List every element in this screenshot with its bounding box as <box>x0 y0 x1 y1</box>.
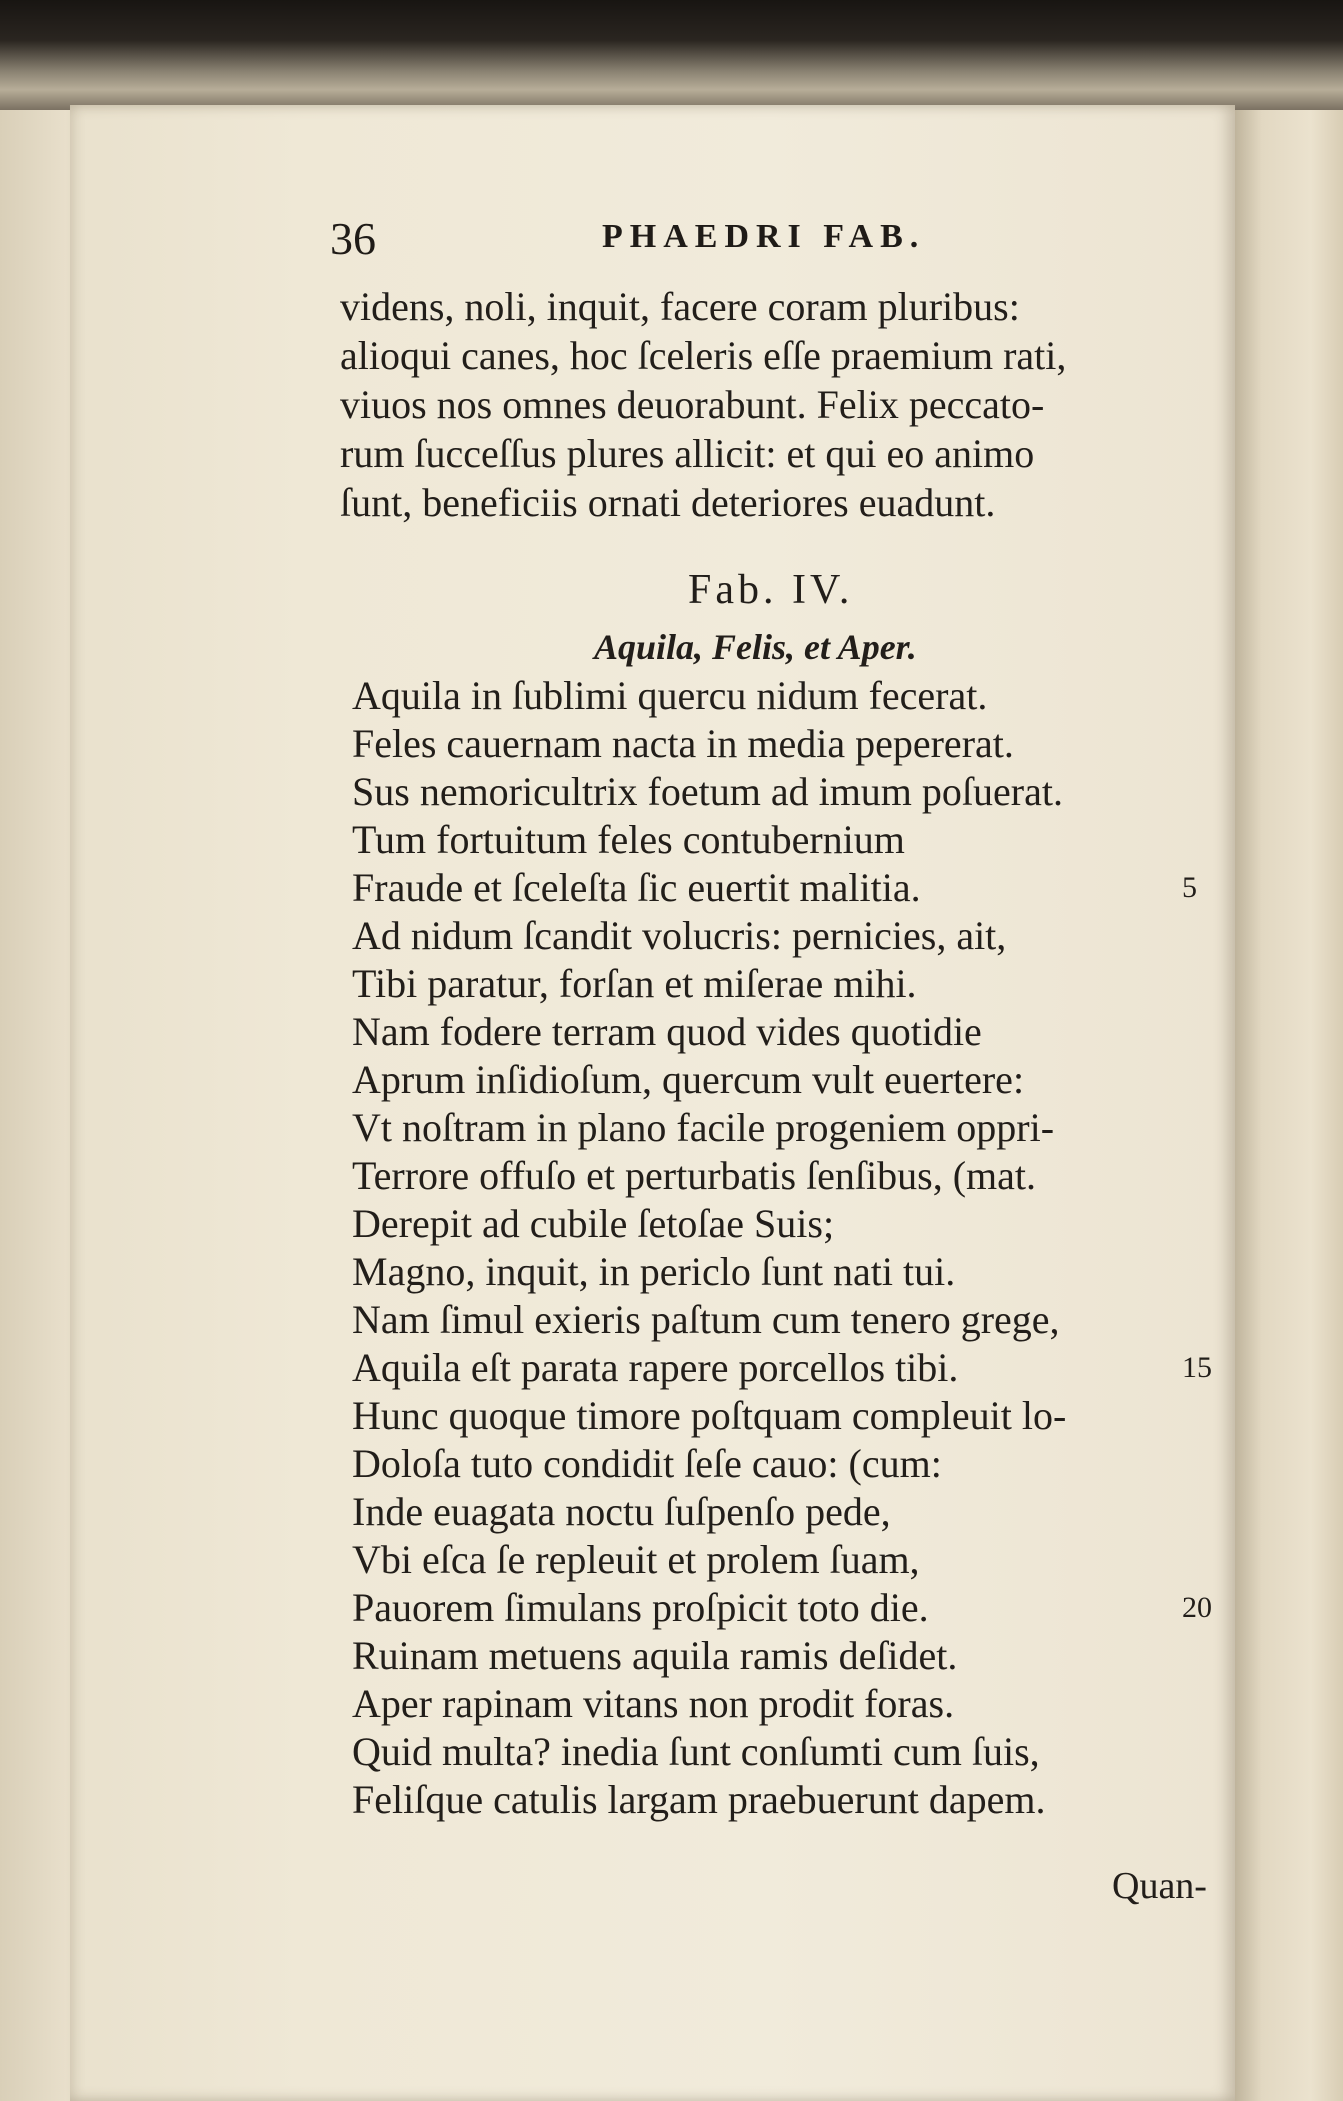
prose-line: alioqui canes, hoc ſceleris eſſe praemium rati, <box>340 333 1067 378</box>
book-binding-edge <box>0 0 1343 115</box>
verse-line <box>352 1344 1232 1392</box>
prose-line: viuos nos omnes deuorabunt. Felix peccato- <box>340 382 1045 427</box>
page-header <box>330 212 1230 272</box>
verse-text: Ad nidum ſcandit volucris: pernicies, ait, <box>352 913 1007 958</box>
verse-line <box>352 1152 1232 1200</box>
verse-line <box>352 960 1232 1008</box>
verse-text: Aquila in ſublimi quercu nidum fecerat. <box>352 673 988 718</box>
verse-line <box>352 1680 1232 1728</box>
verse-text: Sus nemoricultrix foetum ad imum poſuerat. <box>352 769 1063 814</box>
prose-line: rum ſucceſſus plures allicit: et qui eo animo <box>340 431 1035 476</box>
verse-block <box>352 672 1232 1824</box>
verse-line <box>352 1632 1232 1680</box>
verse-text: Vbi eſca ſe repleuit et prolem ſuam, <box>352 1537 920 1582</box>
line-number: 5 <box>1182 871 1197 904</box>
prose-line: videns, noli, inquit, facere coram pluribus: <box>340 284 1020 329</box>
fable-subtitle: Aquila, Felis, et Aper. <box>594 627 917 667</box>
verse-text: Quid multa? inedia ſunt conſumti cum ſuis, <box>352 1729 1040 1774</box>
verse-line <box>352 1056 1232 1104</box>
verse-text: Tum fortuitum feles contubernium <box>352 817 905 862</box>
verse-line <box>352 1392 1232 1440</box>
verse-line <box>352 1536 1232 1584</box>
verse-text: Fraude et ſceleſta ſic euertit malitia. <box>352 865 921 910</box>
verse-text: Aprum inſidioſum, quercum vult euertere: <box>352 1057 1025 1102</box>
verse-text: Tibi paratur, forſan et miſerae mihi. <box>352 961 917 1006</box>
line-number: 20 <box>1182 1591 1212 1624</box>
verse-line <box>352 1584 1232 1632</box>
verse-line <box>352 1248 1232 1296</box>
verse-text: Vt noſtram in plano facile progeniem oppri- <box>352 1105 1055 1150</box>
verse-text: Inde euagata noctu ſuſpenſo pede, <box>352 1489 891 1534</box>
verse-line <box>352 1008 1232 1056</box>
verse-line <box>352 768 1232 816</box>
page-number: 36 <box>330 213 376 264</box>
verse-text: Feliſque catulis largam praebuerunt dapem. <box>352 1777 1046 1822</box>
verse-text: Pauorem ſimulans proſpicit toto die. <box>352 1585 929 1630</box>
verse-text: Magno, inquit, in periclo ſunt nati tui. <box>352 1249 956 1294</box>
verse-line <box>352 720 1232 768</box>
verse-line <box>352 912 1232 960</box>
verse-line <box>352 1200 1232 1248</box>
verse-text: Terrore offuſo et perturbatis ſenſibus, (mat. <box>352 1153 1037 1198</box>
verse-line <box>352 1728 1232 1776</box>
verse-text: Derepit ad cubile ſetoſae Suis; <box>352 1201 835 1246</box>
verse-text: Doloſa tuto condidit ſeſe cauo: (cum: <box>352 1441 942 1486</box>
verse-text: Nam fodere terram quod vides quotidie <box>352 1009 982 1054</box>
verse-text: Aper rapinam vitans non prodit foras. <box>352 1681 955 1726</box>
running-head: PHAEDRI FAB. <box>602 218 926 255</box>
verse-text: Aquila eſt parata rapere porcellos tibi. <box>352 1345 959 1390</box>
verse-line <box>352 1440 1232 1488</box>
fable-title: Fab. IV. <box>688 567 854 613</box>
verse-text: Hunc quoque timore poſtquam compleuit lo- <box>352 1393 1067 1438</box>
verse-text: Feles cauernam nacta in media pepererat. <box>352 721 1014 766</box>
verse-line <box>352 1776 1232 1824</box>
right-page-edge <box>1235 110 1343 2101</box>
verse-line <box>352 1296 1232 1344</box>
line-number: 15 <box>1182 1351 1212 1384</box>
verse-line <box>352 1104 1232 1152</box>
catchword: Quan- <box>1112 1865 1207 1907</box>
verse-line <box>352 672 1232 720</box>
prose-line: ſunt, beneficiis ornati deteriores euadunt. <box>340 480 996 525</box>
verse-line <box>352 816 1232 864</box>
prose-paragraph <box>340 282 1220 527</box>
verse-text: Nam ſimul exieris paſtum cum tenero grege, <box>352 1297 1060 1342</box>
verse-line <box>352 1488 1232 1536</box>
verse-text: Ruinam metuens aquila ramis deſidet. <box>352 1633 958 1678</box>
verse-line <box>352 864 1232 912</box>
